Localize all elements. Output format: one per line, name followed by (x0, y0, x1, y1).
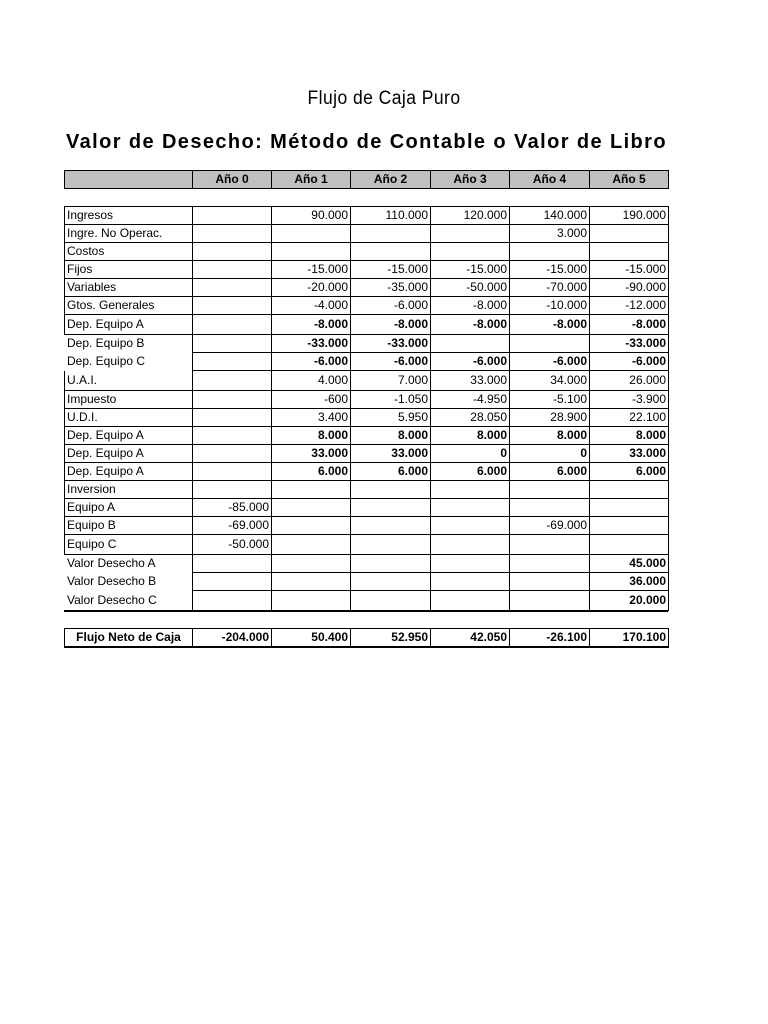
value-cell: -15.000 (510, 261, 590, 279)
table-row (65, 335, 669, 353)
header-cell (65, 171, 193, 189)
value-cell (351, 517, 431, 535)
value-cell (193, 463, 272, 481)
value-cell: -1.050 (351, 391, 431, 409)
value-cell: -8.000 (272, 315, 351, 335)
value-cell: -50.000 (431, 279, 510, 297)
page-subtitle: Valor de Desecho: Método de Contable o Valor de Libro (66, 131, 667, 153)
table-row (65, 517, 669, 535)
row-label: Impuesto (65, 391, 193, 409)
value-cell: -6.000 (590, 353, 669, 371)
value-cell: -8.000 (351, 315, 431, 335)
value-cell (193, 297, 272, 315)
value-cell: 140.000 (510, 207, 590, 225)
value-cell: 6.000 (510, 463, 590, 481)
header-cell: Año 0 (193, 171, 272, 189)
table-row (65, 315, 669, 335)
value-cell (590, 243, 669, 261)
value-cell (272, 535, 351, 555)
value-cell: 8.000 (590, 427, 669, 445)
row-label: Ingresos (65, 207, 193, 225)
value-cell (193, 409, 272, 427)
value-cell (510, 555, 590, 573)
table-row (65, 481, 669, 499)
value-cell: -3.900 (590, 391, 669, 409)
row-label: Equipo A (65, 499, 193, 517)
value-cell: 0 (510, 445, 590, 463)
table-row (65, 225, 669, 243)
value-cell (590, 225, 669, 243)
row-label: Costos (65, 243, 193, 261)
table-row (65, 555, 669, 573)
value-cell (272, 555, 351, 573)
table-row (65, 353, 669, 371)
value-cell (272, 243, 351, 261)
value-cell: -4.950 (431, 391, 510, 409)
value-cell (431, 243, 510, 261)
value-cell (351, 243, 431, 261)
value-cell: -33.000 (351, 335, 431, 353)
value-cell (590, 481, 669, 499)
value-cell: -50.000 (193, 535, 272, 555)
value-cell (431, 335, 510, 353)
row-label: Dep. Equipo B (65, 335, 193, 353)
value-cell (193, 427, 272, 445)
table-row (65, 297, 669, 315)
row-label: Valor Desecho B (65, 573, 193, 591)
value-cell: 110.000 (351, 207, 431, 225)
value-cell: -15.000 (351, 261, 431, 279)
value-cell: -4.000 (272, 297, 351, 315)
total-cell: 170.100 (590, 629, 669, 648)
value-cell (510, 535, 590, 555)
value-cell: 20.000 (590, 591, 669, 611)
value-cell: -6.000 (510, 353, 590, 371)
row-label: Dep. Equipo C (65, 353, 193, 371)
value-cell (193, 335, 272, 353)
value-cell (431, 499, 510, 517)
value-cell (193, 225, 272, 243)
total-cell: 42.050 (431, 629, 510, 648)
value-cell: -6.000 (351, 297, 431, 315)
table-row (65, 371, 669, 391)
total-separator (64, 610, 668, 612)
value-cell (590, 499, 669, 517)
value-cell: -6.000 (351, 353, 431, 371)
value-cell: -6.000 (272, 353, 351, 371)
table-row (65, 279, 669, 297)
value-cell: 4.000 (272, 371, 351, 391)
value-cell: -15.000 (590, 261, 669, 279)
row-label: Variables (65, 279, 193, 297)
table-row (65, 409, 669, 427)
value-cell (272, 591, 351, 611)
table-row (65, 591, 669, 611)
value-cell: 3.000 (510, 225, 590, 243)
value-cell: -69.000 (510, 517, 590, 535)
cash-flow-table (64, 206, 669, 611)
value-cell: -70.000 (510, 279, 590, 297)
value-cell (193, 279, 272, 297)
value-cell (510, 243, 590, 261)
table-row (65, 445, 669, 463)
value-cell (272, 517, 351, 535)
value-cell: -5.100 (510, 391, 590, 409)
value-cell: 33.000 (351, 445, 431, 463)
value-cell: 33.000 (590, 445, 669, 463)
header-cell: Año 2 (351, 171, 431, 189)
value-cell: -20.000 (272, 279, 351, 297)
value-cell: 36.000 (590, 573, 669, 591)
value-cell (431, 555, 510, 573)
value-cell (193, 445, 272, 463)
total-cell: -204.000 (193, 629, 272, 648)
row-label: Gtos. Generales (65, 297, 193, 315)
row-label: Equipo B (65, 517, 193, 535)
value-cell: 120.000 (431, 207, 510, 225)
table-row (65, 535, 669, 555)
value-cell (193, 243, 272, 261)
total-row (65, 629, 669, 648)
value-cell (351, 591, 431, 611)
value-cell (193, 261, 272, 279)
value-cell: 190.000 (590, 207, 669, 225)
value-cell: 28.900 (510, 409, 590, 427)
value-cell (351, 225, 431, 243)
value-cell (510, 573, 590, 591)
total-label: Flujo Neto de Caja (65, 629, 193, 648)
value-cell (351, 481, 431, 499)
table-row (65, 427, 669, 445)
value-cell: -600 (272, 391, 351, 409)
value-cell: 6.000 (431, 463, 510, 481)
value-cell: -33.000 (272, 335, 351, 353)
row-label: Valor Desecho C (65, 591, 193, 611)
value-cell: 8.000 (351, 427, 431, 445)
value-cell (193, 573, 272, 591)
value-cell (193, 591, 272, 611)
total-cell: 52.950 (351, 629, 431, 648)
row-label: Dep. Equipo A (65, 445, 193, 463)
header-table (64, 170, 669, 189)
value-cell: -10.000 (510, 297, 590, 315)
table-row (65, 207, 669, 225)
table-row (65, 243, 669, 261)
value-cell (272, 573, 351, 591)
header-cell: Año 3 (431, 171, 510, 189)
value-cell: 8.000 (510, 427, 590, 445)
value-cell (510, 335, 590, 353)
row-label: U.A.I. (65, 371, 193, 391)
value-cell (193, 353, 272, 371)
value-cell (590, 517, 669, 535)
value-cell (351, 573, 431, 591)
row-label: U.D.I. (65, 409, 193, 427)
value-cell: -8.000 (510, 315, 590, 335)
row-label: Inversion (65, 481, 193, 499)
value-cell: 6.000 (590, 463, 669, 481)
row-label: Valor Desecho A (65, 555, 193, 573)
table-row (65, 573, 669, 591)
row-label: Dep. Equipo A (65, 427, 193, 445)
value-cell (510, 591, 590, 611)
value-cell (510, 481, 590, 499)
value-cell (193, 391, 272, 409)
value-cell: -8.000 (431, 297, 510, 315)
value-cell: -15.000 (272, 261, 351, 279)
value-cell: 90.000 (272, 207, 351, 225)
row-label: Ingre. No Operac. (65, 225, 193, 243)
value-cell (351, 499, 431, 517)
value-cell: -69.000 (193, 517, 272, 535)
row-label: Dep. Equipo A (65, 315, 193, 335)
value-cell: 5.950 (351, 409, 431, 427)
row-label: Dep. Equipo A (65, 463, 193, 481)
value-cell: 3.400 (272, 409, 351, 427)
value-cell: -12.000 (590, 297, 669, 315)
table-row (65, 391, 669, 409)
value-cell (431, 591, 510, 611)
value-cell (193, 315, 272, 335)
row-label: Equipo C (65, 535, 193, 555)
header-cell: Año 1 (272, 171, 351, 189)
total-cell: 50.400 (272, 629, 351, 648)
value-cell (431, 535, 510, 555)
value-cell (193, 481, 272, 499)
value-cell: -85.000 (193, 499, 272, 517)
header-cell: Año 5 (590, 171, 669, 189)
value-cell: 28.050 (431, 409, 510, 427)
value-cell: -15.000 (431, 261, 510, 279)
table-row (65, 499, 669, 517)
value-cell (193, 555, 272, 573)
value-cell: 0 (431, 445, 510, 463)
value-cell: 22.100 (590, 409, 669, 427)
value-cell (272, 481, 351, 499)
value-cell: 33.000 (431, 371, 510, 391)
value-cell: 34.000 (510, 371, 590, 391)
value-cell: 6.000 (272, 463, 351, 481)
value-cell: -90.000 (590, 279, 669, 297)
value-cell: -8.000 (431, 315, 510, 335)
table-row (65, 261, 669, 279)
value-cell (272, 225, 351, 243)
row-label: Fijos (65, 261, 193, 279)
value-cell (272, 499, 351, 517)
value-cell: 8.000 (431, 427, 510, 445)
value-cell: 33.000 (272, 445, 351, 463)
table-row (65, 463, 669, 481)
page-title: Flujo de Caja Puro (307, 88, 461, 109)
value-cell (351, 535, 431, 555)
value-cell: 45.000 (590, 555, 669, 573)
value-cell: 8.000 (272, 427, 351, 445)
value-cell: 26.000 (590, 371, 669, 391)
value-cell (351, 555, 431, 573)
total-cell: -26.100 (510, 629, 590, 648)
value-cell: -35.000 (351, 279, 431, 297)
value-cell (590, 535, 669, 555)
value-cell (431, 517, 510, 535)
value-cell: -6.000 (431, 353, 510, 371)
value-cell (431, 573, 510, 591)
value-cell: 6.000 (351, 463, 431, 481)
header-row (65, 171, 669, 189)
value-cell (431, 481, 510, 499)
value-cell (193, 371, 272, 391)
value-cell: -33.000 (590, 335, 669, 353)
total-table (64, 628, 669, 648)
header-cell: Año 4 (510, 171, 590, 189)
value-cell: 7.000 (351, 371, 431, 391)
value-cell (193, 207, 272, 225)
value-cell (431, 225, 510, 243)
value-cell (510, 499, 590, 517)
value-cell: -8.000 (590, 315, 669, 335)
